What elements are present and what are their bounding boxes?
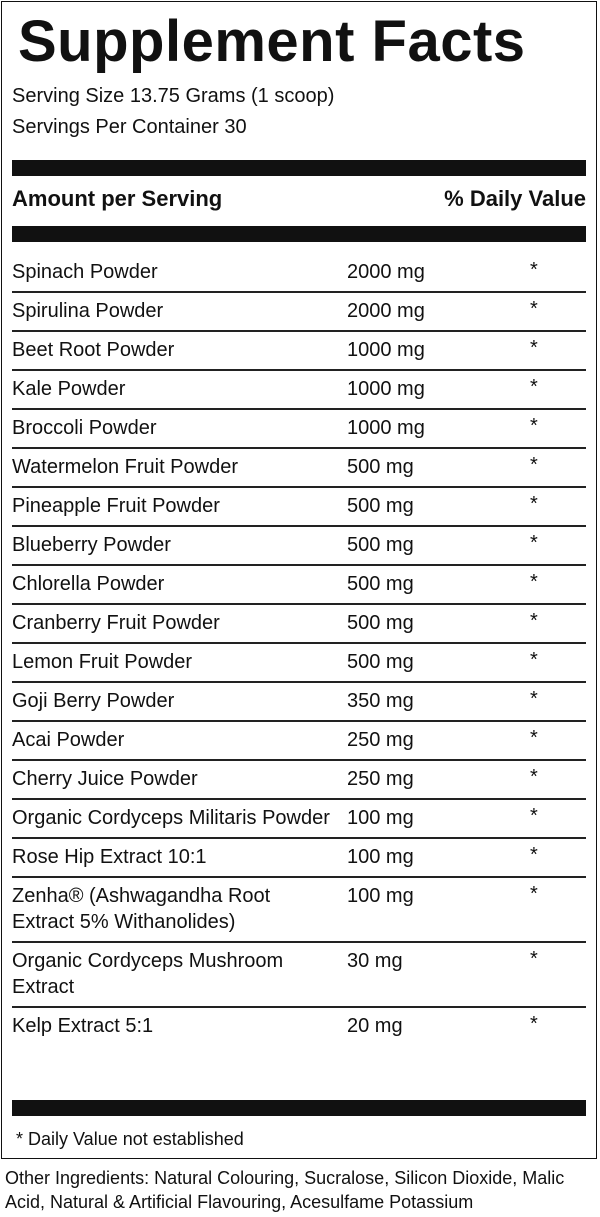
table-row <box>12 1008 586 1045</box>
daily-value-marker: * <box>530 805 538 827</box>
ingredient-table <box>12 254 586 1045</box>
ingredient-amount: 350 mg <box>347 690 414 712</box>
ingredient-name: Chlorella Powder <box>12 573 165 595</box>
ingredient-amount: 20 mg <box>347 1015 403 1037</box>
table-row <box>12 878 586 943</box>
daily-value-marker: * <box>530 454 538 476</box>
serving-size: Serving Size 13.75 Grams (1 scoop) <box>12 85 335 107</box>
table-row <box>12 722 586 761</box>
daily-value-footnote: * Daily Value not established <box>16 1129 244 1149</box>
ingredient-amount: 1000 mg <box>347 378 425 400</box>
daily-value-marker: * <box>530 883 538 905</box>
ingredient-amount: 2000 mg <box>347 300 425 322</box>
ingredient-name: Spirulina Powder <box>12 300 164 322</box>
daily-value-marker: * <box>530 532 538 554</box>
daily-value-marker: * <box>530 948 538 970</box>
ingredient-name: Kale Powder <box>12 378 126 400</box>
ingredient-amount: 1000 mg <box>347 417 425 439</box>
ingredient-amount: 100 mg <box>347 807 414 829</box>
other-ingredients: Other Ingredients: Natural Colouring, Sucralose, Silicon Dioxide, Malic Acid, Natural & Artificial Flavouring, Acesulfame Potassium <box>5 1168 565 1212</box>
daily-value-marker: * <box>530 571 538 593</box>
table-row <box>12 800 586 839</box>
divider-bar-bottom <box>12 1100 586 1116</box>
ingredient-amount: 500 mg <box>347 534 414 556</box>
daily-value-marker: * <box>530 649 538 671</box>
ingredient-amount: 2000 mg <box>347 261 425 283</box>
table-row <box>12 605 586 644</box>
daily-value-marker: * <box>530 493 538 515</box>
ingredient-amount: 250 mg <box>347 729 414 751</box>
table-row <box>12 761 586 800</box>
ingredient-name: Organic Cordyceps Mushroom Extract <box>12 950 284 998</box>
table-header <box>12 186 586 212</box>
daily-value-marker: * <box>530 415 538 437</box>
table-row <box>12 371 586 410</box>
ingredient-name: Watermelon Fruit Powder <box>12 456 238 478</box>
ingredient-amount: 1000 mg <box>347 339 425 361</box>
table-row <box>12 488 586 527</box>
daily-value-marker: * <box>530 259 538 281</box>
ingredient-amount: 100 mg <box>347 885 414 907</box>
ingredient-name: Spinach Powder <box>12 261 158 283</box>
daily-value-marker: * <box>530 376 538 398</box>
ingredient-name: Kelp Extract 5:1 <box>12 1015 154 1037</box>
ingredient-amount: 30 mg <box>347 950 403 972</box>
ingredient-name: Cherry Juice Powder <box>12 768 198 790</box>
table-row <box>12 254 586 293</box>
table-row <box>12 644 586 683</box>
ingredient-name: Broccoli Powder <box>12 417 157 439</box>
ingredient-amount: 100 mg <box>347 846 414 868</box>
ingredient-name: Lemon Fruit Powder <box>12 651 193 673</box>
table-row <box>12 683 586 722</box>
table-row <box>12 410 586 449</box>
ingredient-amount: 500 mg <box>347 651 414 673</box>
ingredient-name: Organic Cordyceps Militaris Powder <box>12 807 330 829</box>
ingredient-name: Goji Berry Powder <box>12 690 175 712</box>
daily-value-marker: * <box>530 688 538 710</box>
daily-value-marker: * <box>530 766 538 788</box>
table-row <box>12 566 586 605</box>
amount-per-serving-label: Amount per Serving <box>12 186 223 211</box>
ingredient-name: Zenha® (Ashwagandha Root Extract 5% Withanolides) <box>12 885 271 933</box>
ingredient-name: Blueberry Powder <box>12 534 171 556</box>
ingredient-amount: 500 mg <box>347 573 414 595</box>
table-row <box>12 332 586 371</box>
daily-value-marker: * <box>530 844 538 866</box>
ingredient-amount: 500 mg <box>347 612 414 634</box>
ingredient-name: Rose Hip Extract 10:1 <box>12 846 207 868</box>
ingredient-name: Beet Root Powder <box>12 339 175 361</box>
daily-value-marker: * <box>530 1013 538 1035</box>
page-title: Supplement Facts <box>18 9 526 74</box>
ingredient-name: Cranberry Fruit Powder <box>12 612 220 634</box>
table-row <box>12 293 586 332</box>
table-row <box>12 839 586 878</box>
ingredient-amount: 500 mg <box>347 456 414 478</box>
daily-value-marker: * <box>530 610 538 632</box>
table-row <box>12 449 586 488</box>
ingredient-name: Acai Powder <box>12 729 125 751</box>
ingredient-amount: 500 mg <box>347 495 414 517</box>
table-row <box>12 527 586 566</box>
daily-value-marker: * <box>530 298 538 320</box>
divider-bar-header <box>12 226 586 242</box>
ingredient-amount: 250 mg <box>347 768 414 790</box>
daily-value-marker: * <box>530 337 538 359</box>
daily-value-label: % Daily Value <box>444 186 586 211</box>
divider-bar-top <box>12 160 586 176</box>
daily-value-marker: * <box>530 727 538 749</box>
ingredient-name: Pineapple Fruit Powder <box>12 495 220 517</box>
servings-per-container: Servings Per Container 30 <box>12 116 247 138</box>
table-row <box>12 943 586 1008</box>
